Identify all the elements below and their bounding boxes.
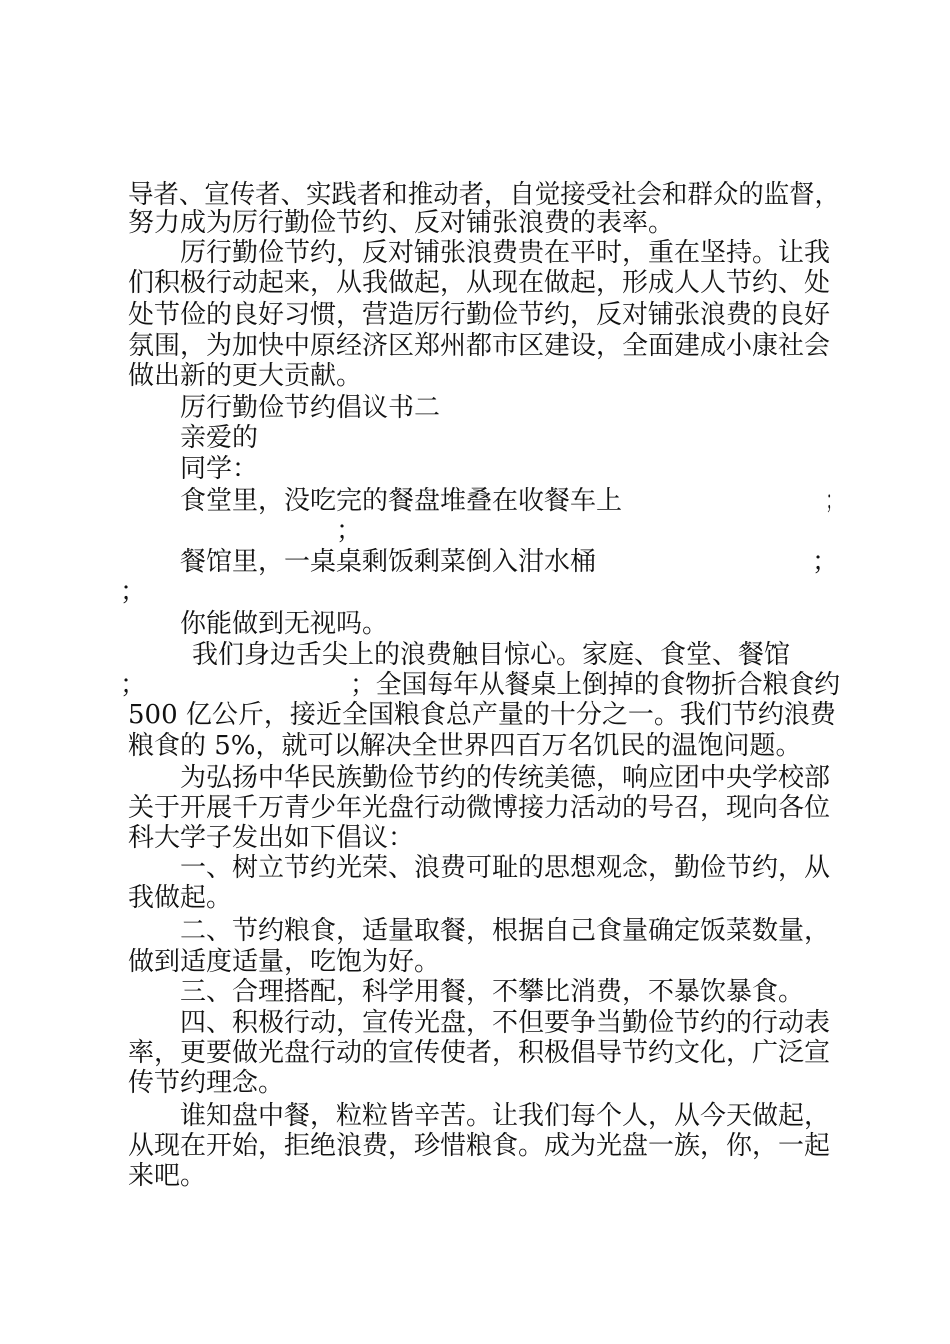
text-segment: ；: [120, 577, 147, 607]
text-segment: 厉行勤俭节约，反对铺张浪费贵在平时，重在坚持。让我: [180, 238, 831, 268]
text-line: [0, 1156, 950, 1196]
text-segment: 率，更要做光盘行动的宣传使者，积极倡导节约文化，广泛宣: [128, 1038, 831, 1068]
text-segment: 餐馆里，一桌桌剩饭剩菜倒入泔水桶: [180, 547, 597, 577]
text-segment: 传节约理念。: [128, 1068, 285, 1098]
text-segment: 科大学子发出如下倡议：: [128, 823, 415, 853]
text-segment: 处节俭的良好习惯，营造厉行勤俭节约，反对铺张浪费的良好: [128, 300, 831, 330]
text-segment: 为弘扬中华民族勤俭节约的传统美德，响应团中央学校部: [180, 763, 831, 793]
text-segment: 食堂里，没吃完的餐盘堆叠在收餐车上: [180, 486, 623, 516]
text-segment: 四、积极行动，宣传光盘，不但要争当勤俭节约的行动表: [180, 1008, 831, 1038]
text-segment: 氛围，为加快中原经济区郑州都市区建设，全面建成小康社会: [128, 331, 831, 361]
text-segment: 我做起。: [128, 883, 233, 913]
text-segment: 关于开展千万青少年光盘行动微博接力活动的号召，现向各位: [128, 793, 831, 823]
text-segment: 同学：: [180, 454, 259, 484]
text-segment: 粮食的 5%，就可以解决全世界四百万名饥民的温饱问题。: [128, 731, 802, 761]
text-segment: 一、树立节约光荣、浪费可耻的思想观念，勤俭节约，从: [180, 853, 831, 883]
text-segment: 亲爱的: [180, 423, 259, 453]
text-segment: 500 亿公斤，接近全国粮食总产量的十分之一。我们节约浪费: [128, 700, 836, 730]
text-segment: 厉行勤俭节约倡议书二: [180, 393, 441, 423]
text-segment: ；: [120, 670, 147, 700]
text-segment: 我们身边舌尖上的浪费触目惊心。家庭、食堂、餐馆: [192, 640, 791, 670]
text-segment: 三、合理搭配，科学用餐，不攀比消费，不暴饮暴食。: [180, 977, 805, 1007]
text-segment: 导者、宣传者、实践者和推动者，自觉接受社会和群众的监督，: [128, 180, 840, 210]
text-segment: ；全国每年从餐桌上倒掉的食物折合粮食约: [350, 670, 841, 700]
text-segment: 做到适度适量，吃饱为好。: [128, 947, 441, 977]
text-segment: ；: [336, 516, 363, 546]
text-segment: ；: [826, 486, 840, 516]
text-segment: 你能做到无视吗。: [180, 609, 389, 639]
text-segment: 努力成为厉行勤俭节约、反对铺张浪费的表率。: [128, 208, 675, 238]
text-segment: ；: [812, 547, 839, 577]
text-segment: 来吧。: [128, 1161, 207, 1191]
text-segment: 二、节约粮食，适量取餐，根据自己食量确定饭菜数量，: [180, 916, 831, 946]
text-segment: 做出新的更大贡献。: [128, 361, 363, 391]
text-segment: 们积极行动起来，从我做起，从现在做起，形成人人节约、处: [128, 268, 831, 298]
text-segment: 从现在开始，拒绝浪费，珍惜粮食。成为光盘一族，你，一起: [128, 1131, 831, 1161]
text-segment: 谁知盘中餐，粒粒皆辛苦。让我们每个人，从今天做起，: [180, 1101, 831, 1131]
